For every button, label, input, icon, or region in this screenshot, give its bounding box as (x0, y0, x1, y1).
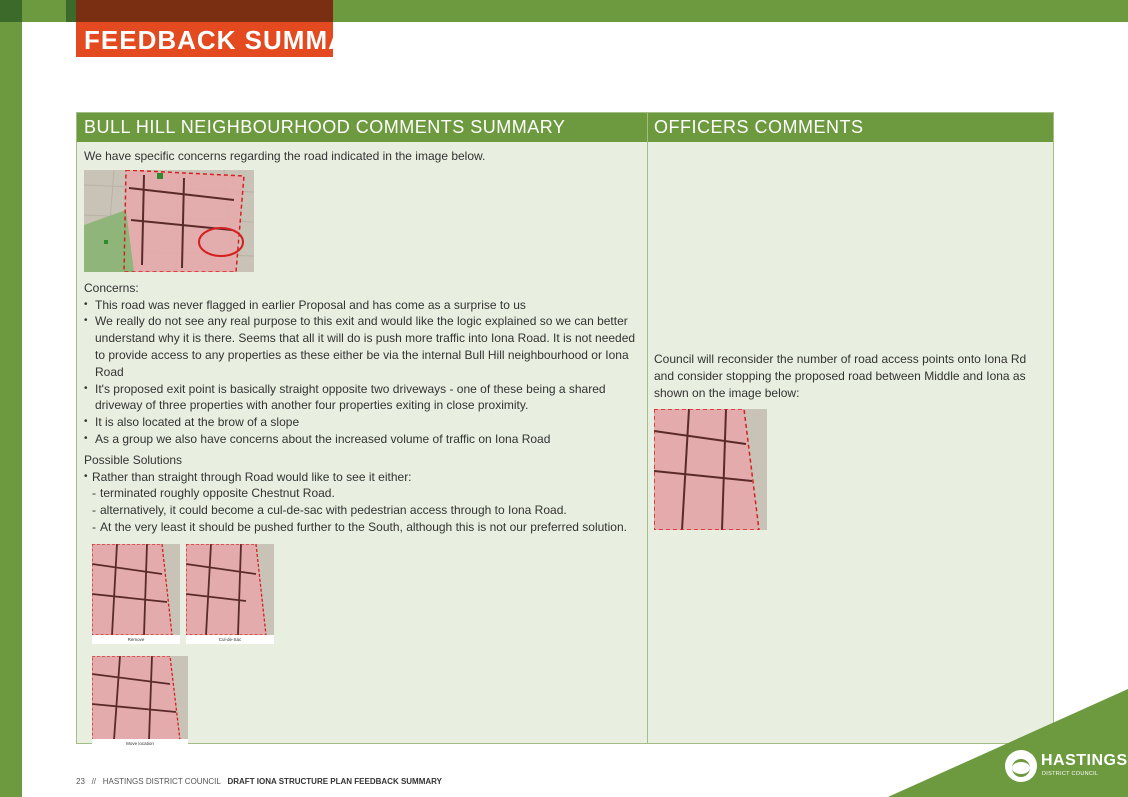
page-footer (76, 777, 442, 786)
officer-comment-text: Council will reconsider the number of road access points onto Iona Rd and consider stopping the proposed road between Middle and Iona as shown on the image below: (654, 352, 1027, 400)
left-green-bar (0, 0, 22, 797)
corner-block (0, 0, 22, 22)
solutions-intro: • Rather than straight through Road would like to see it either: (84, 469, 640, 486)
table-header (77, 113, 1053, 142)
header-accent-block (66, 0, 76, 22)
option-move-location-image (92, 656, 188, 748)
page-title: FEEDBACK SUMMARY (84, 25, 386, 55)
council-logo (1005, 750, 1128, 786)
list-item: - terminated roughly opposite Chestnut Road. (92, 485, 640, 502)
logo-emblem-icon (1005, 750, 1037, 782)
logo-subtitle: DISTRICT COUNCIL (1042, 771, 1099, 777)
option-cul-de-sac-image (186, 544, 274, 644)
option-caption: Move location (92, 739, 188, 748)
comments-table (76, 112, 1054, 744)
solutions-label: Possible Solutions (84, 452, 183, 467)
solutions-list (84, 485, 640, 535)
concerns-label: Concerns: (84, 280, 139, 295)
logo-name: HASTINGS (1041, 752, 1128, 769)
page-number: 23 (76, 777, 85, 786)
option-remove-image (92, 544, 180, 644)
road-location-map-image (84, 170, 254, 272)
list-item: • This road was never flagged in earlier Proposal and has come as a surprise to us (84, 297, 640, 314)
option-caption: Remove (92, 635, 180, 644)
option-caption: Cul-de-Sac (186, 635, 274, 644)
list-item: - At the very least it should be pushed further to the South, although this is not our preferred solution. (92, 519, 640, 536)
page-title-box (76, 0, 386, 57)
footer-org: HASTINGS DISTRICT COUNCIL (102, 777, 221, 786)
col1-heading: BULL HILL NEIGHBOURHOOD COMMENTS SUMMARY (84, 117, 566, 137)
list-item: • As a group we also have concerns about the increased volume of traffic on Iona Road (84, 431, 640, 448)
concerns-list (84, 297, 640, 448)
intro-text: We have specific concerns regarding the road indicated in the image below. (84, 149, 486, 163)
list-item: • It is also located at the brow of a slope (84, 414, 640, 431)
officers-comments-cell (654, 351, 1046, 530)
list-item: • We really do not see any real purpose to this exit and would like the logic explained so we can better understand why it is there. Seems that all it will do is push more traffic into Iona Road. It is not needed to provide access to any properties as these either be via the internal Bull Hill neighbourhood or Iona Road (84, 313, 640, 380)
footer-separator: // (91, 777, 97, 786)
list-item: • It's proposed exit point is basically straight opposite two driveways - one of these being a shared driveway of three properties with another four properties exiting in close proximity. (84, 381, 640, 415)
proposed-road-stop-image (654, 409, 767, 530)
neighbourhood-comments-cell (84, 148, 640, 748)
column-divider (647, 113, 648, 743)
col2-heading: OFFICERS COMMENTS (654, 117, 864, 137)
footer-doc-title: DRAFT IONA STRUCTURE PLAN FEEDBACK SUMMARY (227, 777, 442, 786)
solution-options-images (92, 544, 640, 644)
list-item: - alternatively, it could become a cul-de-sac with pedestrian access through to Iona Road. (92, 502, 640, 519)
